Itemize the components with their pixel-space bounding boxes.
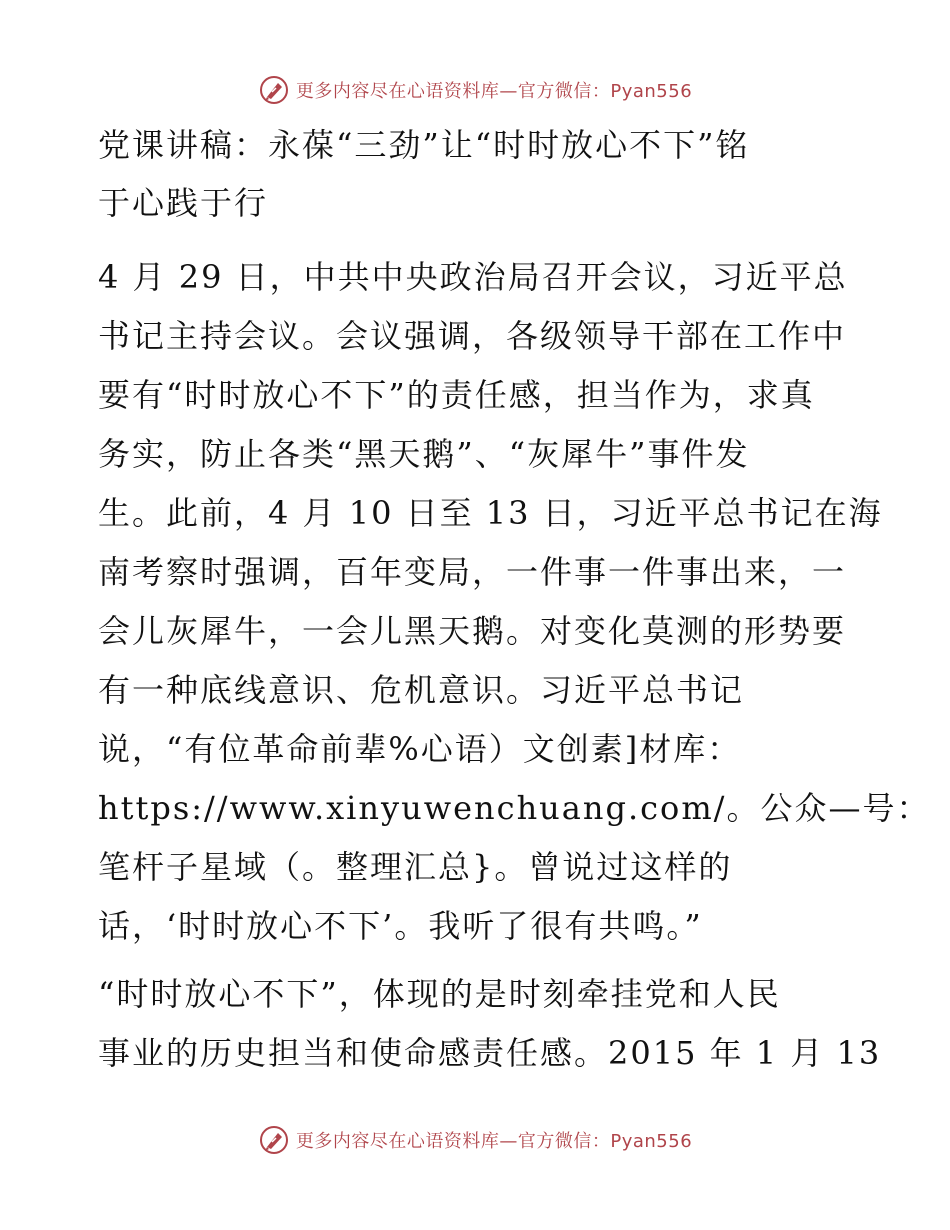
pen-nib-logo-icon bbox=[258, 1124, 290, 1156]
text-line: 话，‘时时放心不下’。我听了很有共鸣。” bbox=[98, 907, 703, 945]
header-banner-text: 更多内容尽在心语资料库—官方微信：Pyan556 bbox=[295, 81, 693, 102]
paragraph-2 bbox=[98, 965, 882, 1083]
text-line: 4 月 29 日，中共中央政治局召开会议，习近平总 bbox=[98, 258, 848, 296]
text-line: 南考察时强调，百年变局，一件事一件事出来，一 bbox=[98, 553, 847, 591]
text-line: 说，“有位革命前辈%心语）文创素]材库： bbox=[98, 730, 742, 768]
text-line: “时时放心不下”，体现的是时刻牵挂党和人民 bbox=[98, 975, 781, 1013]
text-line: 生。此前，4 月 10 日至 13 日，习近平总书记在海 bbox=[98, 494, 883, 532]
text-line: 笔杆子星域（。整理汇总}。曾说过这样的 bbox=[98, 848, 733, 886]
document-title bbox=[98, 116, 858, 232]
text-line: 务实，防止各类“黑天鹅”、“灰犀牛”事件发 bbox=[98, 435, 750, 473]
footer-banner bbox=[0, 1120, 950, 1160]
text-line: 书记主持会议。会议强调，各级领导干部在工作中 bbox=[98, 317, 847, 355]
text-line: 有一种底线意识、危机意识。习近平总书记 bbox=[98, 671, 745, 709]
header-banner bbox=[0, 70, 950, 110]
title-line: 于心践于行 bbox=[98, 184, 269, 222]
pen-nib-logo-icon bbox=[258, 74, 290, 106]
text-line: 要有“时时放心不下”的责任感，担当作为，求真 bbox=[98, 376, 815, 414]
paragraph-1 bbox=[98, 248, 931, 956]
text-line: 会儿灰犀牛，一会儿黑天鹅。对变化莫测的形势要 bbox=[98, 612, 847, 650]
text-line: 事业的历史担当和使命感责任感。2015 年 1 月 13 bbox=[98, 1034, 882, 1072]
title-line: 党课讲稿：永葆“三劲”让“时时放心不下”铭 bbox=[98, 126, 750, 164]
url-line: https://www.xinyuwenchuang.com/。公众—号： bbox=[98, 789, 931, 827]
footer-banner-text: 更多内容尽在心语资料库—官方微信：Pyan556 bbox=[295, 1131, 693, 1152]
